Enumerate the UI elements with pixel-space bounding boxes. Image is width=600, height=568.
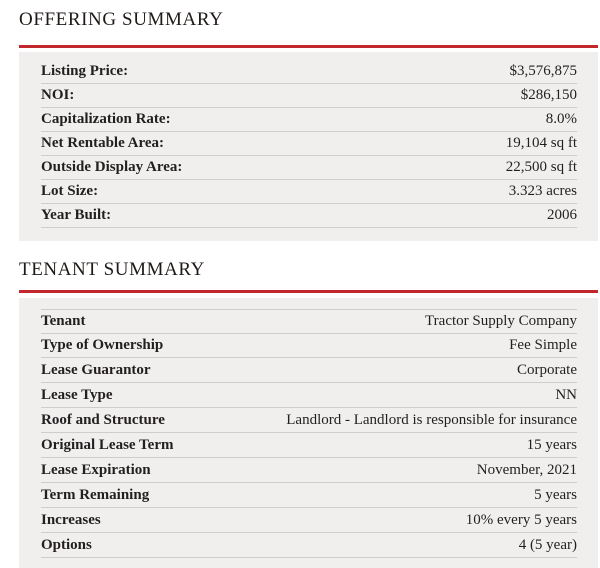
row-label: Lease Expiration xyxy=(41,462,151,478)
offering-row-net-rentable-area xyxy=(41,132,577,156)
tenant-row-options xyxy=(41,534,577,558)
row-value: 2006 xyxy=(547,207,577,223)
tenant-row-increases xyxy=(41,509,577,533)
row-value: 8.0% xyxy=(545,111,577,127)
row-label: Listing Price: xyxy=(41,63,129,79)
row-label: Lease Guarantor xyxy=(41,362,151,378)
row-label: Increases xyxy=(41,512,101,528)
row-value: Tractor Supply Company xyxy=(425,313,577,329)
row-label: Capitalization Rate: xyxy=(41,111,171,127)
row-label: NOI: xyxy=(41,87,75,103)
row-value: 15 years xyxy=(526,437,577,453)
tenant-row-roof-and-structure xyxy=(41,409,577,433)
tenant-row-tenant xyxy=(41,309,577,334)
row-value: 10% every 5 years xyxy=(465,512,577,528)
offering-row-outside-display-area xyxy=(41,156,577,180)
tenant-row-type-of-ownership xyxy=(41,334,577,358)
row-label: Lease Type xyxy=(41,387,113,403)
row-label: Lot Size: xyxy=(41,183,99,199)
row-value: Corporate xyxy=(517,362,577,378)
tenant-row-lease-guarantor xyxy=(41,359,577,383)
row-label: Type of Ownership xyxy=(41,337,164,353)
tenant-summary-panel xyxy=(19,298,598,568)
row-label: Roof and Structure xyxy=(41,412,165,428)
offering-row-lot-size xyxy=(41,180,577,204)
row-value: 22,500 sq ft xyxy=(505,159,577,175)
row-value: $286,150 xyxy=(520,87,577,103)
offering-row-noi xyxy=(41,84,577,108)
row-label: Original Lease Term xyxy=(41,437,174,453)
row-value: Landlord - Landlord is responsible for insurance xyxy=(286,412,577,428)
tenant-summary-rule xyxy=(19,290,598,293)
row-value: 4 (5 year) xyxy=(518,537,577,553)
row-value: 19,104 sq ft xyxy=(505,135,577,151)
row-value: Fee Simple xyxy=(509,337,577,353)
row-value: $3,576,875 xyxy=(509,63,577,79)
tenant-row-original-lease-term xyxy=(41,434,577,458)
offering-row-year-built xyxy=(41,204,577,228)
row-label: Year Built: xyxy=(41,207,112,223)
row-label: Options xyxy=(41,537,92,553)
row-label: Term Remaining xyxy=(41,487,150,503)
offering-row-cap-rate xyxy=(41,108,577,132)
tenant-row-lease-expiration xyxy=(41,459,577,483)
row-value: NN xyxy=(555,387,577,403)
row-value: November, 2021 xyxy=(476,462,577,478)
tenant-row-term-remaining xyxy=(41,484,577,508)
offering-row-listing-price xyxy=(41,60,577,84)
offering-summary-panel xyxy=(19,52,598,241)
tenant-row-lease-type xyxy=(41,384,577,408)
row-label: Outside Display Area: xyxy=(41,159,183,175)
row-value: 3.323 acres xyxy=(508,183,577,199)
row-label: Net Rentable Area: xyxy=(41,135,165,151)
offering-summary-title: OFFERING SUMMARY xyxy=(19,9,224,30)
row-label: Tenant xyxy=(41,313,86,329)
offering-summary-rule xyxy=(19,45,598,48)
tenant-summary-title: TENANT SUMMARY xyxy=(19,259,205,280)
row-value: 5 years xyxy=(534,487,577,503)
